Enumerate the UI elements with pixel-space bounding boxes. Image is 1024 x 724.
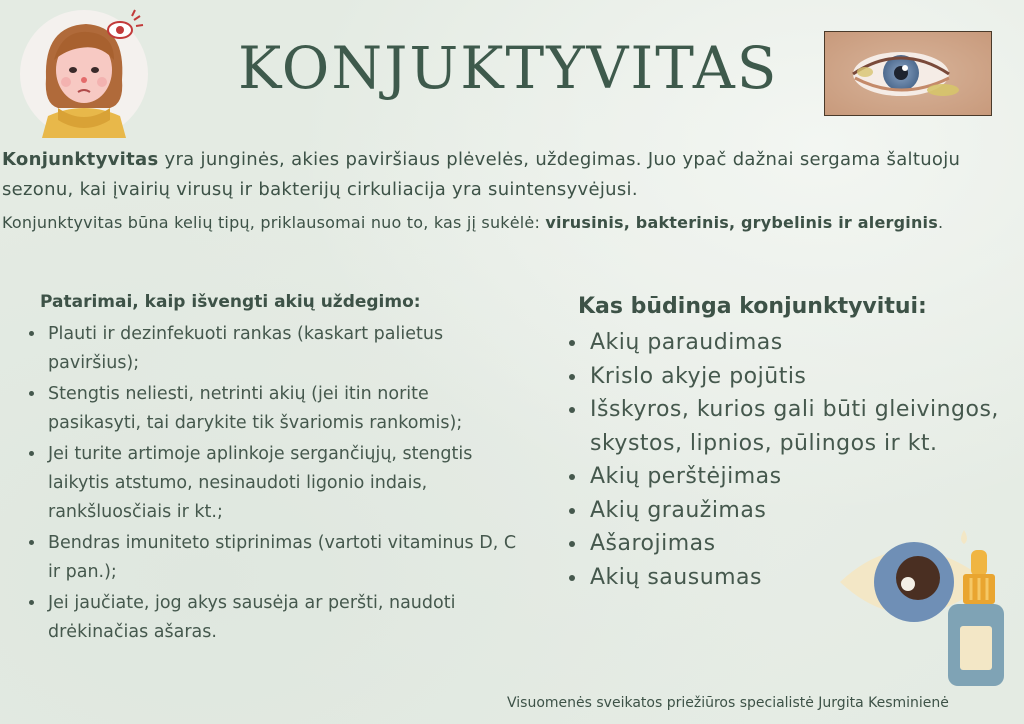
page-title: KONJUKTYVITAS xyxy=(238,34,779,102)
intro-paragraph-1 xyxy=(2,145,1012,205)
tips-heading: Patarimai, kaip išvengti akių uždegimo: xyxy=(40,292,421,312)
author-credit: Visuomenės sveikatos priežiūros specialistė Jurgita Kesminienė xyxy=(507,695,949,711)
tip-item: • Jei turite artimoje aplinkoje sergančiųjų, stengtis laikytis atstumo, nesinaudoti ligonio indais, rankšluosčiais ir kt.; xyxy=(46,440,526,527)
tip-item: • Plauti ir dezinfekuoti rankas (kaskart palietus paviršius); xyxy=(46,320,526,378)
symptom-item: • Akių paraudimas xyxy=(588,326,1008,360)
symptoms-heading: Kas būdinga konjunktyvitui: xyxy=(578,294,927,319)
irritated-eye-photo xyxy=(824,31,992,116)
symptom-item: • Krislo akyje pojūtis xyxy=(588,360,1008,394)
tip-item: • Bendras imuniteto stiprinimas (vartoti vitaminus D, C ir pan.); xyxy=(46,529,526,587)
symptom-item: • Akių sausumas xyxy=(588,561,1008,595)
intro-types-end: . xyxy=(937,213,944,232)
intro-term: Konjunktyvitas xyxy=(2,149,159,170)
symptom-item: • Akių graužimas xyxy=(588,494,1008,528)
intro-definition: yra junginės, akies paviršiaus plėvelės, uždegimas. Juo ypač dažnai sergama šaltuoju sezonu, kai įvairių virusų ir bakterijų cirkuliacija yra suintensyvėjusi. xyxy=(2,149,961,200)
eye-drops-illustration xyxy=(838,520,1018,690)
intro-paragraph-2 xyxy=(2,210,1012,236)
tip-item: • Stengtis neliesti, netrinti akių (jei itin norite pasikasyti, tai darykite tik švariomis rankomis); xyxy=(46,380,526,438)
tips-list xyxy=(18,320,526,649)
symptom-item: • Akių perštėjimas xyxy=(588,460,1008,494)
symptom-item: • Ašarojimas xyxy=(588,527,1008,561)
sick-girl-avatar xyxy=(18,8,150,138)
intro-types-lead: Konjunktyvitas būna kelių tipų, priklausomai nuo to, kas jį sukėlė: xyxy=(2,213,546,232)
intro-types-list: virusinis, bakterinis, grybelinis ir alerginis xyxy=(545,213,938,232)
symptom-item: • Išskyros, kurios gali būti gleivingos, skystos, lipnios, pūlingos ir kt. xyxy=(588,393,1008,460)
tip-item: • Jei jaučiate, jog akys sausėja ar peršti, naudoti drėkinačias ašaras. xyxy=(46,589,526,647)
